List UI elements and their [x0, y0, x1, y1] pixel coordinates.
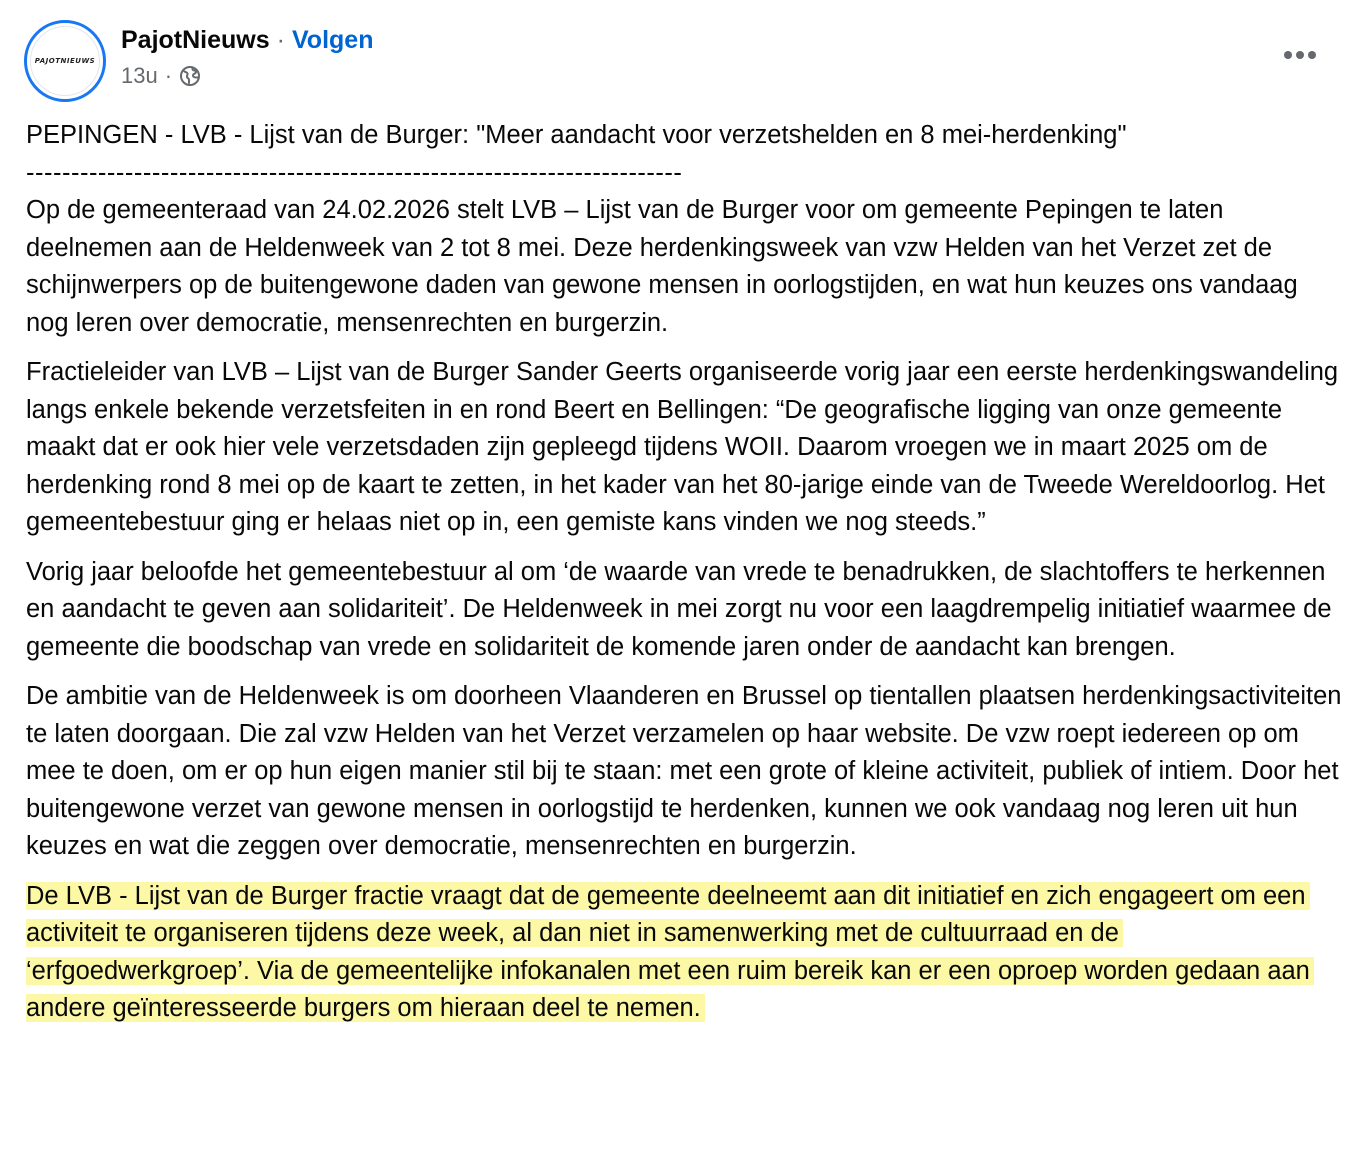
paragraph-1: Op de gemeenteraad van 24.02.2026 stelt LVB – Lijst van de Burger voor om gemeente Pepingen te laten deelnemen aan de Heldenweek van 2 tot 8 mei. Deze herdenkingsweek van vzw Helden van het Verzet zet de schijnwerpers op de buitengewone daden van gewone mensen in oorlogstijden, en wat hun keuzes ons vandaag nog leren over democratie, mensenrechten en burgerzin. — [26, 196, 1298, 337]
avatar-logo: PAJOTNIEUWS — [30, 26, 100, 96]
more-options-button[interactable] — [1276, 38, 1324, 74]
paragraph-2: Fractieleider van LVB – Lijst van de Burger Sander Geerts organiseerde vorig jaar een eerste herdenkingswandeling langs enkele bekende verzetsfeiten in en rond Beert en Bellingen: “De geografische ligging van onze gemeente maakt dat er ook hier vele verzetsdaden zijn gepleegd tijdens WOII. Daarom vroegen we in maart 2025 om de herdenking rond 8 mei op de kaart te zetten, in het kader van het 80-jarige einde van de Tweede Wereldoorlog. Het gemeentebestuur ging er helaas niet op in, een gemiste kans vinden we nog steeds.” — [26, 358, 1339, 536]
page-name-link[interactable]: PajotNieuws — [121, 25, 270, 54]
page-avatar[interactable] — [24, 20, 106, 102]
post-title: PEPINGEN - LVB - Lijst van de Burger: "Meer aandacht voor verzetshelden en 8 mei-herdenking" — [26, 121, 1127, 149]
follow-button[interactable]: Volgen — [291, 25, 374, 54]
post-meta — [121, 62, 201, 90]
paragraph-4: De ambitie van de Heldenweek is om doorheen Vlaanderen en Brussel op tientallen plaatsen herdenkingsactiviteiten te laten doorgaan. Die zal vzw Helden van het Verzet verzamelen op haar website. De vzw roept iedereen op om mee te doen, om er op hun eigen manier stil bij te staan: met een grote of kleine activiteit, publiek of intiem. Door het buitengewone verzet van gewone mensen in oorlogstijd te herdenken, kunnen we ook vandaag nog leren uit hun keuzes en wat die zeggen over democratie, mensenrechten en burgerzin. — [26, 682, 1342, 860]
name-separator: · — [276, 25, 285, 54]
divider-line: ------------------------------------------------------------------------- — [26, 158, 683, 187]
paragraph-3: Vorig jaar beloofde het gemeentebestuur al om ‘de waarde van vrede te benadrukken, de slachtoffers te herkennen en aandacht te geven aan solidariteit’. De Heldenweek in mei zorgt nu voor een laagdrempelig initiatief waarmee de gemeente die boodschap van vrede en solidariteit de komende jaren onder de aandacht kan brengen. — [26, 557, 1332, 661]
highlighted-paragraph: De LVB - Lijst van de Burger fractie vraagt dat de gemeente deelneemt aan dit initiatief en zich engageert om een activiteit te organiseren tijdens deze week, al dan niet in samenwerking met de cultuurraad en de ‘erfgoedwerkgroep’. Via de gemeentelijke infokanalen met een ruim bereik kan er een oproep worden gedaan aan andere geïnteresseerde burgers om hieraan deel te nemen. — [26, 882, 1314, 1023]
post-timestamp[interactable]: 13u — [121, 63, 158, 88]
meta-separator: · — [164, 63, 173, 88]
more-options-icon — [1283, 47, 1317, 65]
post-body — [26, 117, 1346, 1040]
globe-icon — [179, 65, 201, 87]
highlighted-paragraph-wrap — [26, 878, 1346, 1028]
post-header — [121, 24, 373, 56]
